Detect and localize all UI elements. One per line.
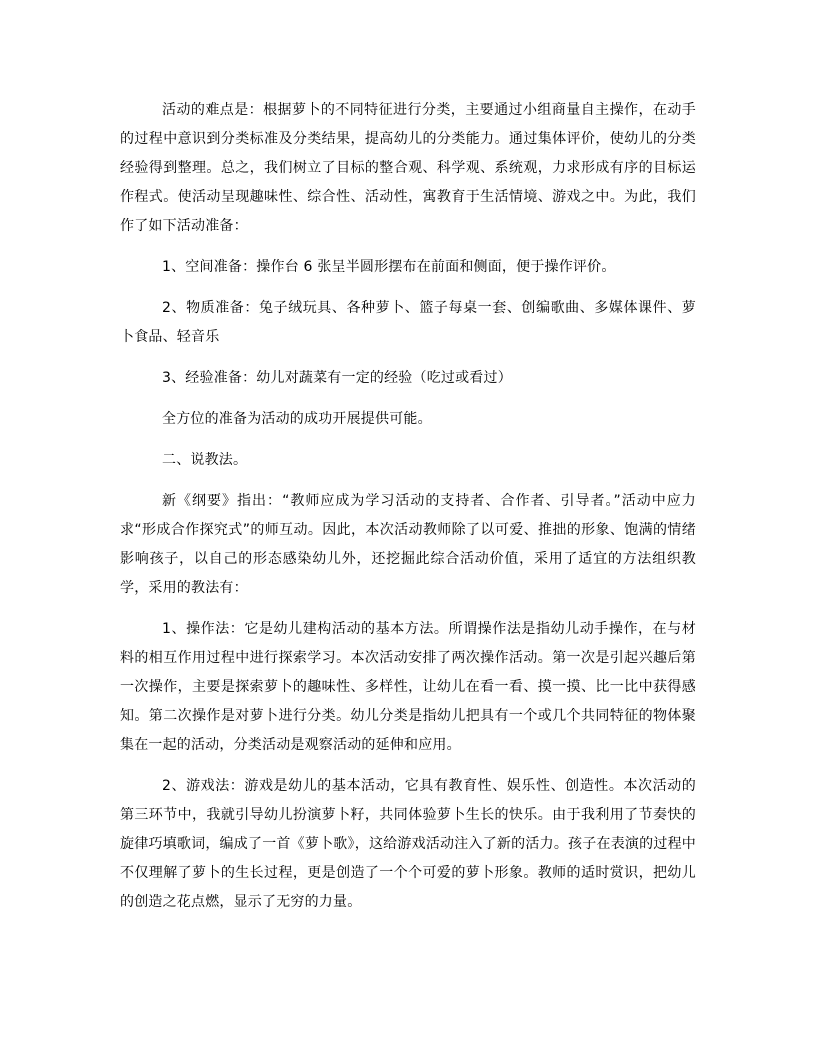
- section-heading-teaching-methods: 二、说教法。: [162, 452, 248, 468]
- paragraph-game-method: 2、游戏法：游戏是幼儿的基本活动，它具有教育性、娱乐性、创造性。本次活动的第三环节中，我就引导幼儿扮演萝卜籽，共同体验萝卜生长的快乐。由于我利用了节奏快的旋律巧填歌词，编成了一首《萝卜歌》，这给游戏活动注入了新的活力。孩子在表演的过程中不仅理解了萝卜的生长过程，更是创造了一个个可爱的萝卜形象。教师的适时赏识，把幼儿的创造之花点燃，显示了无穷的力量。: [120, 778, 696, 910]
- paragraph-material-prep: 2、物质准备：兔子绒玩具、各种萝卜、篮子每桌一套、创编歌曲、多媒体课件、萝卜食品、轻音乐: [120, 300, 696, 345]
- paragraph-summary: 全方位的准备为活动的成功开展提供可能。: [162, 411, 432, 427]
- paragraph-difficulty: 活动的难点是：根据萝卜的不同特征进行分类，主要通过小组商量自主操作，在动手的过程中意识到分类标准及分类结果，提高幼儿的分类能力。通过集体评价，使幼儿的分类经验得到整理。总之，我们树立了目标的整合观、科学观、系统观，力求形成有序的目标运作程式。使活动呈现趣味性、综合性、活动性，寓教育于生活情境、游戏之中。为此，我们作了如下活动准备：: [120, 102, 696, 234]
- paragraph-experience-prep: 3、经验准备：幼儿对蔬菜有一定的经验（吃过或看过）: [162, 370, 512, 386]
- paragraph-space-prep: 1、空间准备：操作台 6 张呈半圆形摆布在前面和侧面，便于操作评价。: [162, 259, 616, 275]
- paragraph-guideline: 新《纲要》指出：“教师应成为学习活动的支持者、合作者、引导者。”活动中应力求“形成合作探究式”的师互动。因此，本次活动教师除了以可爱、推拙的形象、饱满的情绪影响孩子，以自己的形态感染幼儿外，还挖掘此综合活动价值，采用了适宜的方法组织教学，采用的教法有：: [120, 493, 696, 596]
- paragraph-operation-method: 1、操作法：它是幼儿建构活动的基本方法。所谓操作法是指幼儿动手操作，在与材料的相互作用过程中进行探索学习。本次活动安排了两次操作活动。第一次是引起兴趣后第一次操作，主要是探索萝卜的趣味性、多样性，让幼儿在看一看、摸一摸、比一比中获得感知。第二次操作是对萝卜进行分类。幼儿分类是指幼儿把具有一个或几个共同特征的物体聚集在一起的活动，分类活动是观察活动的延伸和应用。: [120, 621, 696, 753]
- document-body: [120, 96, 696, 929]
